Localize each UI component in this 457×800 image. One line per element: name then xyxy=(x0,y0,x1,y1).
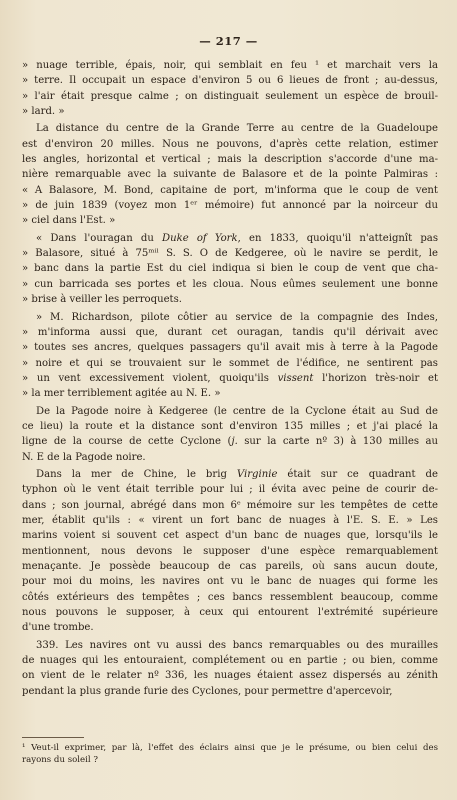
text-line: » la mer terriblement agitée au N. E. » xyxy=(22,388,221,400)
text-line: » Balasore, situé à 75ᵐⁱˡ S. S. O de Kedgeree, où le navire se perdit, le xyxy=(22,248,438,260)
text-line: » brise à veiller les perroquets. xyxy=(22,294,182,306)
text-line: pour moi du moins, les navires ont vu le banc de nuages qui forme les xyxy=(22,576,438,588)
text-line: ce lieu) la route et la distance sont d'environ 135 milles ; et j'ai placé la xyxy=(22,420,438,432)
text-line: pendant la plus grande furie des Cyclones, pour permettre d'apercevoir, xyxy=(22,685,393,697)
text-line: » M. Richardson, pilote côtier au service de la compagnie des Indes, xyxy=(36,311,438,323)
text-line: « A Balasore, M. Bond, capitaine de port, m'informa que le coup de vent xyxy=(22,184,438,196)
text-line: dans ; son journal, abrégé dans mon 6ᵉ mémoire sur les tempêtes de cette xyxy=(22,499,438,511)
text-line: » banc dans la partie Est du ciel indiqua si bien le coup de vent que cha- xyxy=(22,263,438,275)
text-line: » de juin 1839 (voyez mon 1ᵉʳ mémoire) fut annoncé par la noirceur du xyxy=(22,200,438,212)
text-line: menaçante. Je possède beaucoup de cas pareils, où sans aucun doute, xyxy=(22,561,438,572)
text-line: ligne de la course de cette Cyclone (j. sur la carte nº 3) à 130 milles au xyxy=(22,436,438,448)
text-line: marins voient si souvent cet aspect d'un banc de nuages que, lorsqu'ils le xyxy=(22,530,438,542)
text-line: mer, établit qu'ils : « virent un fort banc de nuages à l'E. S. E. » Les xyxy=(22,514,438,526)
text-line: Dans la mer de Chine, le brig Virginie était sur ce quadrant de xyxy=(36,468,438,480)
page-number: — 217 — xyxy=(199,34,258,48)
footnote-line: rayons du soleil ? xyxy=(22,755,98,765)
text-line: les angles, horizontal et vertical ; mais la description s'accorde d'une ma- xyxy=(22,154,438,166)
text-line: De la Pagode noire à Kedgeree (le centre de la Cyclone était au Sud de xyxy=(36,405,438,417)
text-line: nous pouvons le supposer, à ceux qui entourent l'extrémité supérieure xyxy=(22,607,438,619)
page-body xyxy=(22,58,438,701)
text-line: » lard. » xyxy=(22,106,65,118)
text-line: » cun barricada ses portes et les cloua. Nous eûmes seulement une bonne xyxy=(22,278,438,290)
footnote-line: ¹ Veut-il exprimer, par là, l'effet des éclairs ainsi que je le présume, ou bien celui des xyxy=(22,743,438,753)
text-line: nière remarquable avec la suivante de Balasore et de la pointe Palmiras : xyxy=(22,169,438,181)
paragraph xyxy=(22,121,438,228)
text-line: d'une trombe. xyxy=(22,622,94,634)
text-line: « Dans l'ouragan du Duke of York, en 1833, quoiqu'il n'atteignît pas xyxy=(36,232,438,244)
text-line: » un vent excessivement violent, quoiqu'ils vissent l'horizon très-noir et xyxy=(22,372,438,384)
footnote xyxy=(22,742,438,766)
text-line: on vient de le relater nº 336, les nuages étaient assez dispersés au zénith xyxy=(22,670,438,682)
text-line: » noire et qui se trouvaient sur le sommet de l'édifice, ne sentirent pas xyxy=(22,357,438,369)
text-line: » m'informa aussi que, durant cet ouragan, tandis qu'il dérivait avec xyxy=(22,326,438,338)
text-line: » l'air était presque calme ; on distinguait seulement un espèce de brouil- xyxy=(22,90,438,102)
paragraph xyxy=(22,58,438,119)
text-line: mentionnent, nous devons le supposer d'une espèce remarquablement xyxy=(22,545,438,557)
text-line: » terre. Il occupait un espace d'environ 5 ou 6 lieues de front ; au-dessus, xyxy=(22,75,438,87)
text-line: N. E de la Pagode noire. xyxy=(22,451,146,463)
paragraph xyxy=(22,310,438,402)
text-line: » toutes ses ancres, quelques passagers qu'il avait mis à terre à la Pagode xyxy=(22,342,438,354)
paragraph xyxy=(22,467,438,636)
text-line: côtés extérieurs des tempêtes ; ces bancs ressemblent beaucoup, comme xyxy=(22,591,438,603)
footnote-rule xyxy=(22,737,84,738)
text-line: typhon où le vent était terrible pour lui ; il évita avec peine de courir de- xyxy=(22,484,438,496)
text-line: 339. Les navires ont vu aussi des bancs remarquables ou des murailles xyxy=(36,639,438,651)
text-line: de nuages qui les entouraient, complétement ou en partie ; ou bien, comme xyxy=(22,655,438,667)
text-line: est d'environ 20 milles. Nous ne pouvons, d'après cette relation, estimer xyxy=(22,138,438,150)
text-line: » nuage terrible, épais, noir, qui semblait en feu ¹ et marchait vers la xyxy=(22,60,438,71)
text-line: La distance du centre de la Grande Terre au centre de la Guadeloupe xyxy=(36,123,438,135)
text-line: » ciel dans l'Est. » xyxy=(22,215,116,227)
paragraph xyxy=(22,638,438,699)
paragraph xyxy=(22,404,438,465)
paragraph xyxy=(22,231,438,308)
